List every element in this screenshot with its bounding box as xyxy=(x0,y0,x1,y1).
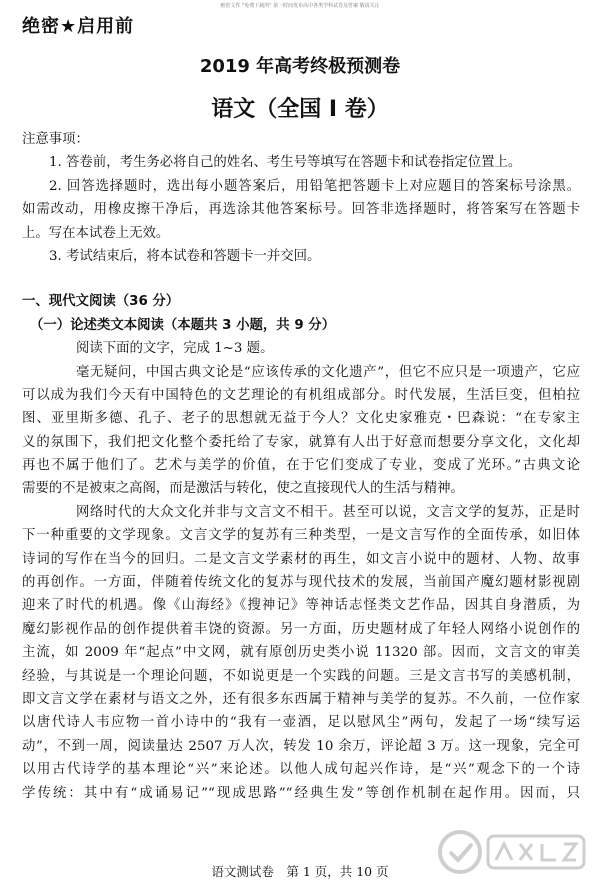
watermark-logo xyxy=(434,826,594,880)
passage-line: 以用古代诗学的基本理论“兴”来论述。以他人成句起兴作诗，是“兴”观念下的一个诗 xyxy=(22,762,580,778)
passage-line: 网络时代的大众文化并非与文言文不相干。甚至可以说，文言文学的复苏，正是时 xyxy=(76,504,580,520)
passage-line: 学传统：其中有“成诵易记”“现成思路”“经典生发”等创作机制在起作用。因而，只 xyxy=(22,785,580,801)
passage-line: 再也不属于他们了。艺术与美学的价值，在于它们变成了专业，变成了光环。”古典文论 xyxy=(22,458,580,474)
page-title: 2019 年高考终极预测卷 xyxy=(199,56,401,77)
section-heading: 一、现代文阅读（36 分） xyxy=(22,294,180,310)
passage-line: 诗词的写作在当今的回归。二是文言文学素材的再生，如文言小说中的题材、人物、故事 xyxy=(22,551,580,567)
passage-line: 图、亚里斯多德、孔子、老子的思想就无益于今人？文化史家雅克・巴森说：“在专家主 xyxy=(22,411,580,427)
note-line: 如需改动，用橡皮擦干净后，再选涂其他答案标号。回答非选择题时，将答案写在答题卡 xyxy=(22,202,580,218)
document-body xyxy=(22,128,580,805)
top-note: 絶密文件 "免费下载所" 第一时间发布高中各类学科试卷及答案 敬请关注 xyxy=(220,3,380,9)
note-line: 1. 答卷前，考生务必将自己的姓名、考生号等填写在答题卡和试卷指定位置上。 xyxy=(49,155,522,171)
passage-line: 经验，与其说是一个理论问题，不如说更是一个实践的问题。三是文言书写的美感机制， xyxy=(22,668,580,684)
section-subheading: （一）论述类文本阅读（本题共 3 小题，共 9 分） xyxy=(30,317,336,333)
page-footer: 语文测试卷 第 1 页，共 10 页 xyxy=(211,864,389,879)
passage-line: 迎来了时代的机遇。像《山海经》《搜神记》等神话志怪类文艺作品，因其自身潜质，为 xyxy=(22,598,580,614)
notes-heading: 注意事项： xyxy=(22,132,89,147)
passage-line: 可以成为我们今天有中国特色的文艺理论的有机组成部分。时代发展，生活巨变，但柏拉 xyxy=(22,387,580,403)
passage-line: 以唐代诗人韦应物一首小诗中的“我有一壶酒，足以慰风尘”两句，发起了一场“续写运 xyxy=(22,715,580,731)
passage-line: 的再创作。一方面，伴随着传统文化的复苏与现代技术的发展，当前国产魔幻题材影视剧 xyxy=(22,575,580,591)
passage-line: 魔幻影视作品的创作提供着丰饶的资源。另一方面，历史题材成了年轻人网络小说创作的 xyxy=(22,621,580,637)
instruction-line: 阅读下面的文字，完成 1~3 题。 xyxy=(76,341,274,357)
passage-line: 即文言文学在素材与语文之外，还有很多东西属于精神与美学的复苏。不久前，一位作家 xyxy=(22,691,580,707)
page-subtitle: 语文（全国 I 卷） xyxy=(211,97,389,122)
passage-line: 动”，不到一周，阅读量达 2507 万人次，转发 10 余万，评论超 3 万。这一现象，完全可 xyxy=(22,738,580,754)
note-line: 3. 考试结束后，将本试卷和答题卡一并交回。 xyxy=(49,248,321,264)
passage-line: 主流，如 2009 年“起点”中文网，就有原创历史类小说 11320 部。因而，文言文的审美 xyxy=(22,645,580,661)
passage-line: 义的氛围下，我们把文化整个委托给了专家，就算有人出于好意而想要分享文化，文化却 xyxy=(22,434,580,450)
note-line: 上。写在本试卷上无效。 xyxy=(22,225,170,241)
secret-label: 绝密★启用前 xyxy=(22,16,135,37)
passage-line: 需要的不是被束之高阁，而是激活与转化，使之直接现代人的生活与精神。 xyxy=(22,481,464,497)
watermark-icon xyxy=(434,826,594,880)
passage-line: 下一种重要的文学现象。文言文学的复苏有三种类型，一是文言写作的全面传承，如旧体 xyxy=(22,528,580,544)
note-line: 2. 回答选择题时，选出每小题答案后，用铅笔把答题卡上对应题目的答案标号涂黑。 xyxy=(49,178,580,194)
passage-line: 毫无疑问，中国古典文论是“应该传承的文化遗产”，但它不应只是一项遗产，它应 xyxy=(76,364,580,380)
